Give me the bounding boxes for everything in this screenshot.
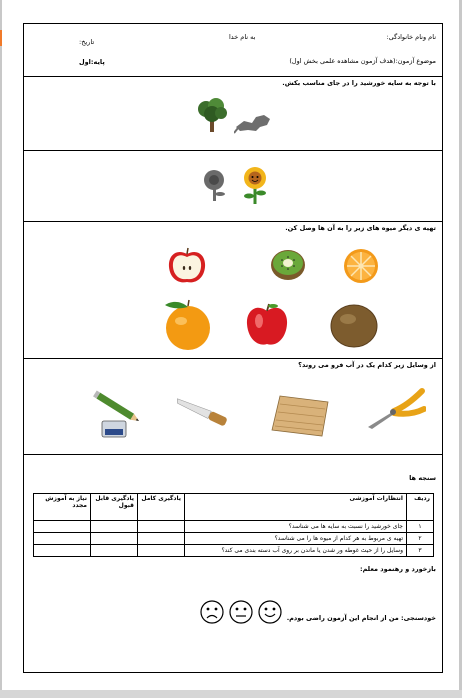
question-1-section (24, 76, 442, 151)
apple-half-image (166, 246, 208, 286)
knife-image (172, 395, 230, 429)
row-expectation: وسایل را از حیث غوطه ور شدن یا ماندن بر روی آب دسته بندی می کند؟ (185, 545, 407, 557)
table-title: سنجه ها (409, 474, 436, 482)
sunflower-shadow-image (201, 168, 229, 202)
name-label: نام ونام خانوادگی: (386, 33, 436, 41)
basmala: به نام خدا (229, 33, 256, 41)
row-cell[interactable] (34, 521, 91, 533)
header-retrain: نیاز به آموزش مجدد (34, 494, 91, 521)
row-cell[interactable] (34, 533, 91, 545)
ruler-marker (0, 30, 2, 46)
tree-shadow-image (234, 109, 274, 135)
pliers-image (364, 387, 426, 433)
assessment-table (33, 493, 434, 557)
question-3-section (24, 221, 442, 359)
row-expectation: جای خورشید را نسبت به سایه ها می شناسد؟ (185, 521, 407, 533)
question-2-section (24, 150, 442, 222)
row-cell[interactable] (138, 545, 185, 557)
header-complete: یادگیری کامل (138, 494, 185, 521)
kiwi-whole-image (329, 303, 379, 349)
orange-half-image (342, 247, 380, 285)
question-1-text: با توجه به سایه خورشید را در جای مناسب بکش. (282, 79, 436, 87)
grade-label: پایه:اول (79, 58, 105, 66)
orange-whole-image (162, 296, 214, 352)
kiwi-half-image (269, 248, 307, 282)
sunflower-image (241, 166, 269, 206)
self-assessment-text: خودسنجی: من از انجام این آزمون راضی بودم. (286, 614, 436, 622)
wood-board-image (270, 392, 332, 440)
row-expectation: تهیه ی مربوط به هر کدام از میوه ها را می شناسد؟ (185, 533, 407, 545)
feedback-label: بازخورد و رهنمود معلم: (359, 565, 436, 573)
table-row (34, 533, 434, 545)
page-left-edge (0, 0, 2, 698)
happy-face-icon[interactable] (258, 599, 282, 625)
row-number: ۱ (407, 521, 434, 533)
question-3-text: تهیه ی دیگر میوه های زیر را به آن ها وصل کن. (285, 224, 436, 232)
header-section (24, 24, 442, 77)
row-cell[interactable] (138, 533, 185, 545)
pencil-sharpener-image (88, 389, 146, 439)
worksheet (23, 23, 443, 673)
header-expectations: انتظارات آموزشی (185, 494, 407, 521)
subject-label: موضوع آزمون:(هدف آزمون مشاهده علمی بخش اول) (289, 57, 436, 65)
apple-whole-image (244, 301, 290, 349)
table-header-row (34, 494, 434, 521)
neutral-face-icon[interactable] (229, 599, 253, 625)
row-cell[interactable] (34, 545, 91, 557)
page-bottom-edge (0, 690, 462, 698)
question-4-text: از وسایل زیر کدام یک در آب فرو می روند؟ (298, 361, 436, 369)
row-cell[interactable] (91, 545, 138, 557)
table-row (34, 521, 434, 533)
row-cell[interactable] (91, 521, 138, 533)
row-number: ۲ (407, 533, 434, 545)
row-cell[interactable] (91, 533, 138, 545)
row-number: ۳ (407, 545, 434, 557)
table-row (34, 545, 434, 557)
sad-face-icon[interactable] (200, 599, 224, 625)
tree-image (195, 97, 229, 133)
question-4-section (24, 358, 442, 455)
date-label: تاریخ: (79, 38, 95, 46)
header-row-number: ردیف (407, 494, 434, 521)
header-acceptable: یادگیری قابل قبول (91, 494, 138, 521)
row-cell[interactable] (138, 521, 185, 533)
